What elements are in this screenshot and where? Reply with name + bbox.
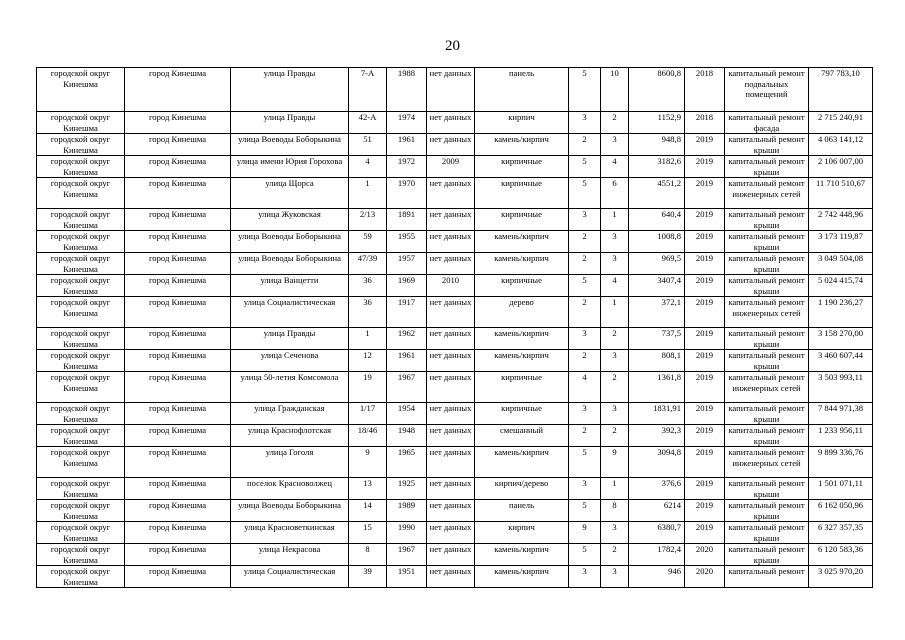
- municipality-cell: городской округ Кинешма: [37, 156, 125, 178]
- work-type-cell: капитальный ремонт подвальных помещений: [725, 68, 809, 112]
- wall-material-cell: дерево: [475, 297, 569, 328]
- table-row: [37, 544, 873, 566]
- locality-cell: город Кинешма: [125, 253, 231, 275]
- entrances-cell: 2: [601, 372, 629, 403]
- work-type-cell: капитальный ремонт крыши: [725, 500, 809, 522]
- page-number: 20: [445, 38, 460, 54]
- floors-cell: 3: [569, 209, 601, 231]
- plan-year-cell: 2019: [685, 478, 725, 500]
- last-repair-year-cell: нет данных: [427, 522, 475, 544]
- municipality-cell: городской округ Кинешма: [37, 566, 125, 588]
- street-cell: улица Воеводы Боборыкина: [231, 500, 349, 522]
- plan-year-cell: 2019: [685, 425, 725, 447]
- street-cell: улица Ванцетти: [231, 275, 349, 297]
- build-year-cell: 1961: [387, 134, 427, 156]
- table-body: [37, 68, 873, 588]
- cost-cell: 797 783,10: [809, 68, 873, 112]
- entrances-cell: 1: [601, 209, 629, 231]
- house-number-cell: 8: [349, 544, 387, 566]
- plan-year-cell: 2019: [685, 178, 725, 209]
- municipality-cell: городской округ Кинешма: [37, 544, 125, 566]
- municipality-cell: городской округ Кинешма: [37, 253, 125, 275]
- table-row: [37, 134, 873, 156]
- entrances-cell: 2: [601, 112, 629, 134]
- wall-material-cell: камень/кирпич: [475, 447, 569, 478]
- locality-cell: город Кинешма: [125, 68, 231, 112]
- area-cell: 808,1: [629, 350, 685, 372]
- street-cell: улица Сеченова: [231, 350, 349, 372]
- locality-cell: город Кинешма: [125, 425, 231, 447]
- municipality-cell: городской округ Кинешма: [37, 425, 125, 447]
- house-number-cell: 12: [349, 350, 387, 372]
- municipality-cell: городской округ Кинешма: [37, 478, 125, 500]
- street-cell: улица 50-летия Комсомола: [231, 372, 349, 403]
- last-repair-year-cell: нет данных: [427, 544, 475, 566]
- street-cell: улица Социалистическая: [231, 297, 349, 328]
- work-type-cell: капитальный ремонт крыши: [725, 403, 809, 425]
- street-cell: поселок Красноволжец: [231, 478, 349, 500]
- table-row: [37, 522, 873, 544]
- floors-cell: 3: [569, 328, 601, 350]
- entrances-cell: 3: [601, 253, 629, 275]
- house-number-cell: 7-А: [349, 68, 387, 112]
- locality-cell: город Кинешма: [125, 275, 231, 297]
- plan-year-cell: 2019: [685, 253, 725, 275]
- wall-material-cell: камень/кирпич: [475, 134, 569, 156]
- work-type-cell: капитальный ремонт крыши: [725, 156, 809, 178]
- work-type-cell: капитальный ремонт крыши: [725, 134, 809, 156]
- house-number-cell: 15: [349, 522, 387, 544]
- work-type-cell: капитальный ремонт инженерных сетей: [725, 447, 809, 478]
- entrances-cell: 4: [601, 275, 629, 297]
- last-repair-year-cell: нет данных: [427, 328, 475, 350]
- work-type-cell: капитальный ремонт крыши: [725, 328, 809, 350]
- cost-cell: 2 106 007,00: [809, 156, 873, 178]
- municipality-cell: городской округ Кинешма: [37, 68, 125, 112]
- locality-cell: город Кинешма: [125, 328, 231, 350]
- street-cell: улица имени Юрия Горохова: [231, 156, 349, 178]
- plan-year-cell: 2019: [685, 297, 725, 328]
- floors-cell: 3: [569, 112, 601, 134]
- entrances-cell: 9: [601, 447, 629, 478]
- build-year-cell: 1917: [387, 297, 427, 328]
- last-repair-year-cell: нет данных: [427, 209, 475, 231]
- build-year-cell: 1969: [387, 275, 427, 297]
- table-row: [37, 372, 873, 403]
- plan-year-cell: 2019: [685, 372, 725, 403]
- build-year-cell: 1925: [387, 478, 427, 500]
- house-number-cell: 19: [349, 372, 387, 403]
- last-repair-year-cell: нет данных: [427, 372, 475, 403]
- entrances-cell: 6: [601, 178, 629, 209]
- build-year-cell: 1989: [387, 500, 427, 522]
- house-number-cell: 51: [349, 134, 387, 156]
- plan-year-cell: 2019: [685, 209, 725, 231]
- cost-cell: 3 503 993,11: [809, 372, 873, 403]
- plan-year-cell: 2019: [685, 403, 725, 425]
- build-year-cell: 1961: [387, 350, 427, 372]
- table-row: [37, 253, 873, 275]
- area-cell: 372,1: [629, 297, 685, 328]
- floors-cell: 4: [569, 372, 601, 403]
- area-cell: 737,5: [629, 328, 685, 350]
- last-repair-year-cell: нет данных: [427, 112, 475, 134]
- floors-cell: 5: [569, 500, 601, 522]
- municipality-cell: городской округ Кинешма: [37, 297, 125, 328]
- wall-material-cell: кирпичные: [475, 403, 569, 425]
- work-type-cell: капитальный ремонт крыши: [725, 544, 809, 566]
- last-repair-year-cell: нет данных: [427, 253, 475, 275]
- floors-cell: 3: [569, 478, 601, 500]
- locality-cell: город Кинешма: [125, 231, 231, 253]
- wall-material-cell: кирпич: [475, 522, 569, 544]
- floors-cell: 2: [569, 134, 601, 156]
- plan-year-cell: 2020: [685, 544, 725, 566]
- locality-cell: город Кинешма: [125, 297, 231, 328]
- street-cell: улица Гоголя: [231, 447, 349, 478]
- street-cell: улица Правды: [231, 112, 349, 134]
- street-cell: улица Жуковская: [231, 209, 349, 231]
- locality-cell: город Кинешма: [125, 209, 231, 231]
- table-row: [37, 566, 873, 588]
- plan-year-cell: 2019: [685, 275, 725, 297]
- floors-cell: 2: [569, 297, 601, 328]
- wall-material-cell: кирпич/дерево: [475, 478, 569, 500]
- cost-cell: 3 173 119,87: [809, 231, 873, 253]
- table-row: [37, 68, 873, 112]
- build-year-cell: 1957: [387, 253, 427, 275]
- last-repair-year-cell: нет данных: [427, 297, 475, 328]
- build-year-cell: 1951: [387, 566, 427, 588]
- area-cell: 6380,7: [629, 522, 685, 544]
- area-cell: 3407,4: [629, 275, 685, 297]
- wall-material-cell: кирпичные: [475, 156, 569, 178]
- cost-cell: 3 025 970,20: [809, 566, 873, 588]
- floors-cell: 2: [569, 350, 601, 372]
- area-cell: 376,6: [629, 478, 685, 500]
- locality-cell: город Кинешма: [125, 403, 231, 425]
- area-cell: 6214: [629, 500, 685, 522]
- table-row: [37, 112, 873, 134]
- area-cell: 3094,8: [629, 447, 685, 478]
- work-type-cell: капитальный ремонт: [725, 566, 809, 588]
- last-repair-year-cell: 2010: [427, 275, 475, 297]
- wall-material-cell: смешанный: [475, 425, 569, 447]
- municipality-cell: городской округ Кинешма: [37, 403, 125, 425]
- area-cell: 640,4: [629, 209, 685, 231]
- last-repair-year-cell: нет данных: [427, 134, 475, 156]
- last-repair-year-cell: нет данных: [427, 178, 475, 209]
- last-repair-year-cell: нет данных: [427, 447, 475, 478]
- locality-cell: город Кинешма: [125, 372, 231, 403]
- work-type-cell: капитальный ремонт инженерных сетей: [725, 297, 809, 328]
- work-type-cell: капитальный ремонт крыши: [725, 478, 809, 500]
- area-cell: 1361,8: [629, 372, 685, 403]
- wall-material-cell: панель: [475, 68, 569, 112]
- house-number-cell: 2/13: [349, 209, 387, 231]
- house-number-cell: 18/46: [349, 425, 387, 447]
- wall-material-cell: камень/кирпич: [475, 544, 569, 566]
- street-cell: улица Гражданская: [231, 403, 349, 425]
- cost-cell: 6 327 357,35: [809, 522, 873, 544]
- area-cell: 969,5: [629, 253, 685, 275]
- build-year-cell: 1891: [387, 209, 427, 231]
- wall-material-cell: камень/кирпич: [475, 566, 569, 588]
- cost-cell: 1 501 071,11: [809, 478, 873, 500]
- area-cell: 1831,91: [629, 403, 685, 425]
- house-number-cell: 59: [349, 231, 387, 253]
- area-cell: 392,3: [629, 425, 685, 447]
- house-number-cell: 14: [349, 500, 387, 522]
- table-row: [37, 403, 873, 425]
- cost-cell: 9 899 336,76: [809, 447, 873, 478]
- municipality-cell: городской округ Кинешма: [37, 328, 125, 350]
- area-cell: 1008,8: [629, 231, 685, 253]
- housing-repair-table: [36, 67, 873, 588]
- table-row: [37, 447, 873, 478]
- entrances-cell: 2: [601, 425, 629, 447]
- cost-cell: 5 024 415,74: [809, 275, 873, 297]
- build-year-cell: 1988: [387, 68, 427, 112]
- locality-cell: город Кинешма: [125, 478, 231, 500]
- entrances-cell: 1: [601, 297, 629, 328]
- wall-material-cell: камень/кирпич: [475, 328, 569, 350]
- wall-material-cell: камень/кирпич: [475, 253, 569, 275]
- floors-cell: 3: [569, 403, 601, 425]
- work-type-cell: капитальный ремонт инженерных сетей: [725, 372, 809, 403]
- locality-cell: город Кинешма: [125, 544, 231, 566]
- cost-cell: 1 190 236,27: [809, 297, 873, 328]
- cost-cell: 6 120 583,36: [809, 544, 873, 566]
- street-cell: улица Воеводы Боборыкина: [231, 231, 349, 253]
- last-repair-year-cell: нет данных: [427, 478, 475, 500]
- last-repair-year-cell: нет данных: [427, 566, 475, 588]
- build-year-cell: 1972: [387, 156, 427, 178]
- cost-cell: 3 460 607,44: [809, 350, 873, 372]
- plan-year-cell: 2018: [685, 112, 725, 134]
- cost-cell: 3 049 504,08: [809, 253, 873, 275]
- table-row: [37, 178, 873, 209]
- floors-cell: 2: [569, 253, 601, 275]
- area-cell: 1152,9: [629, 112, 685, 134]
- street-cell: улица Правды: [231, 68, 349, 112]
- floors-cell: 5: [569, 544, 601, 566]
- municipality-cell: городской округ Кинешма: [37, 275, 125, 297]
- area-cell: 3182,6: [629, 156, 685, 178]
- locality-cell: город Кинешма: [125, 447, 231, 478]
- municipality-cell: городской округ Кинешма: [37, 372, 125, 403]
- floors-cell: 5: [569, 275, 601, 297]
- municipality-cell: городской округ Кинешма: [37, 350, 125, 372]
- build-year-cell: 1967: [387, 544, 427, 566]
- entrances-cell: 4: [601, 156, 629, 178]
- area-cell: 948,8: [629, 134, 685, 156]
- municipality-cell: городской округ Кинешма: [37, 178, 125, 209]
- work-type-cell: капитальный ремонт крыши: [725, 350, 809, 372]
- municipality-cell: городской округ Кинешма: [37, 231, 125, 253]
- plan-year-cell: 2019: [685, 328, 725, 350]
- municipality-cell: городской округ Кинешма: [37, 112, 125, 134]
- street-cell: улица Воеводы Боборыкина: [231, 253, 349, 275]
- wall-material-cell: кирпичные: [475, 209, 569, 231]
- table-row: [37, 328, 873, 350]
- table-row: [37, 231, 873, 253]
- house-number-cell: 13: [349, 478, 387, 500]
- build-year-cell: 1955: [387, 231, 427, 253]
- cost-cell: 6 162 050,96: [809, 500, 873, 522]
- build-year-cell: 1990: [387, 522, 427, 544]
- work-type-cell: капитальный ремонт крыши: [725, 275, 809, 297]
- entrances-cell: 8: [601, 500, 629, 522]
- plan-year-cell: 2019: [685, 522, 725, 544]
- street-cell: улица Краснофлотская: [231, 425, 349, 447]
- wall-material-cell: кирпичные: [475, 372, 569, 403]
- table-row: [37, 156, 873, 178]
- wall-material-cell: камень/кирпич: [475, 231, 569, 253]
- build-year-cell: 1954: [387, 403, 427, 425]
- floors-cell: 5: [569, 68, 601, 112]
- entrances-cell: 3: [601, 134, 629, 156]
- plan-year-cell: 2019: [685, 447, 725, 478]
- wall-material-cell: кирпичные: [475, 275, 569, 297]
- wall-material-cell: панель: [475, 500, 569, 522]
- house-number-cell: 1: [349, 178, 387, 209]
- area-cell: 1782,4: [629, 544, 685, 566]
- locality-cell: город Кинешма: [125, 178, 231, 209]
- entrances-cell: 3: [601, 350, 629, 372]
- municipality-cell: городской округ Кинешма: [37, 522, 125, 544]
- house-number-cell: 36: [349, 297, 387, 328]
- entrances-cell: 1: [601, 478, 629, 500]
- locality-cell: город Кинешма: [125, 134, 231, 156]
- work-type-cell: капитальный ремонт крыши: [725, 522, 809, 544]
- house-number-cell: 1: [349, 328, 387, 350]
- build-year-cell: 1948: [387, 425, 427, 447]
- plan-year-cell: 2018: [685, 68, 725, 112]
- cost-cell: 3 158 270,00: [809, 328, 873, 350]
- municipality-cell: городской округ Кинешма: [37, 134, 125, 156]
- table-row: [37, 209, 873, 231]
- locality-cell: город Кинешма: [125, 156, 231, 178]
- area-cell: 4551,2: [629, 178, 685, 209]
- municipality-cell: городской округ Кинешма: [37, 500, 125, 522]
- entrances-cell: 2: [601, 328, 629, 350]
- table-row: [37, 275, 873, 297]
- floors-cell: 9: [569, 522, 601, 544]
- house-number-cell: 9: [349, 447, 387, 478]
- last-repair-year-cell: нет данных: [427, 500, 475, 522]
- municipality-cell: городской округ Кинешма: [37, 447, 125, 478]
- wall-material-cell: камень/кирпич: [475, 350, 569, 372]
- municipality-cell: городской округ Кинешма: [37, 209, 125, 231]
- work-type-cell: капитальный ремонт крыши: [725, 231, 809, 253]
- area-cell: 8600,8: [629, 68, 685, 112]
- house-number-cell: 4: [349, 156, 387, 178]
- cost-cell: 4 063 141,12: [809, 134, 873, 156]
- floors-cell: 2: [569, 231, 601, 253]
- last-repair-year-cell: 2009: [427, 156, 475, 178]
- floors-cell: 5: [569, 447, 601, 478]
- entrances-cell: 3: [601, 522, 629, 544]
- cost-cell: 2 742 448,96: [809, 209, 873, 231]
- entrances-cell: 3: [601, 566, 629, 588]
- plan-year-cell: 2019: [685, 231, 725, 253]
- street-cell: улица Красноветкинская: [231, 522, 349, 544]
- plan-year-cell: 2019: [685, 500, 725, 522]
- entrances-cell: 3: [601, 231, 629, 253]
- cost-cell: 11 710 510,67: [809, 178, 873, 209]
- floors-cell: 3: [569, 566, 601, 588]
- last-repair-year-cell: нет данных: [427, 68, 475, 112]
- table-row: [37, 350, 873, 372]
- street-cell: улица Правды: [231, 328, 349, 350]
- floors-cell: 2: [569, 425, 601, 447]
- last-repair-year-cell: нет данных: [427, 425, 475, 447]
- plan-year-cell: 2020: [685, 566, 725, 588]
- work-type-cell: капитальный ремонт фасада: [725, 112, 809, 134]
- street-cell: улица Щорса: [231, 178, 349, 209]
- table-row: [37, 297, 873, 328]
- build-year-cell: 1965: [387, 447, 427, 478]
- cost-cell: 2 715 240,91: [809, 112, 873, 134]
- build-year-cell: 1967: [387, 372, 427, 403]
- table-row: [37, 478, 873, 500]
- last-repair-year-cell: нет данных: [427, 231, 475, 253]
- street-cell: улица Воеводы Боборыкина: [231, 134, 349, 156]
- cost-cell: 1 233 956,11: [809, 425, 873, 447]
- work-type-cell: капитальный ремонт инженерных сетей: [725, 178, 809, 209]
- locality-cell: город Кинешма: [125, 350, 231, 372]
- table-row: [37, 425, 873, 447]
- plan-year-cell: 2019: [685, 350, 725, 372]
- cost-cell: 7 844 971,38: [809, 403, 873, 425]
- work-type-cell: капитальный ремонт крыши: [725, 209, 809, 231]
- build-year-cell: 1962: [387, 328, 427, 350]
- house-number-cell: 36: [349, 275, 387, 297]
- street-cell: улица Социалистическая: [231, 566, 349, 588]
- plan-year-cell: 2019: [685, 156, 725, 178]
- street-cell: улица Некрасова: [231, 544, 349, 566]
- locality-cell: город Кинешма: [125, 112, 231, 134]
- area-cell: 946: [629, 566, 685, 588]
- entrances-cell: 10: [601, 68, 629, 112]
- house-number-cell: 39: [349, 566, 387, 588]
- work-type-cell: капитальный ремонт крыши: [725, 425, 809, 447]
- entrances-cell: 3: [601, 403, 629, 425]
- locality-cell: город Кинешма: [125, 522, 231, 544]
- floors-cell: 5: [569, 156, 601, 178]
- wall-material-cell: кирпич: [475, 112, 569, 134]
- plan-year-cell: 2019: [685, 134, 725, 156]
- wall-material-cell: кирпичные: [475, 178, 569, 209]
- locality-cell: город Кинешма: [125, 500, 231, 522]
- house-number-cell: 47/39: [349, 253, 387, 275]
- last-repair-year-cell: нет данных: [427, 403, 475, 425]
- work-type-cell: капитальный ремонт крыши: [725, 253, 809, 275]
- floors-cell: 5: [569, 178, 601, 209]
- locality-cell: город Кинешма: [125, 566, 231, 588]
- house-number-cell: 1/17: [349, 403, 387, 425]
- house-number-cell: 42-А: [349, 112, 387, 134]
- build-year-cell: 1970: [387, 178, 427, 209]
- entrances-cell: 2: [601, 544, 629, 566]
- build-year-cell: 1974: [387, 112, 427, 134]
- last-repair-year-cell: нет данных: [427, 350, 475, 372]
- table-row: [37, 500, 873, 522]
